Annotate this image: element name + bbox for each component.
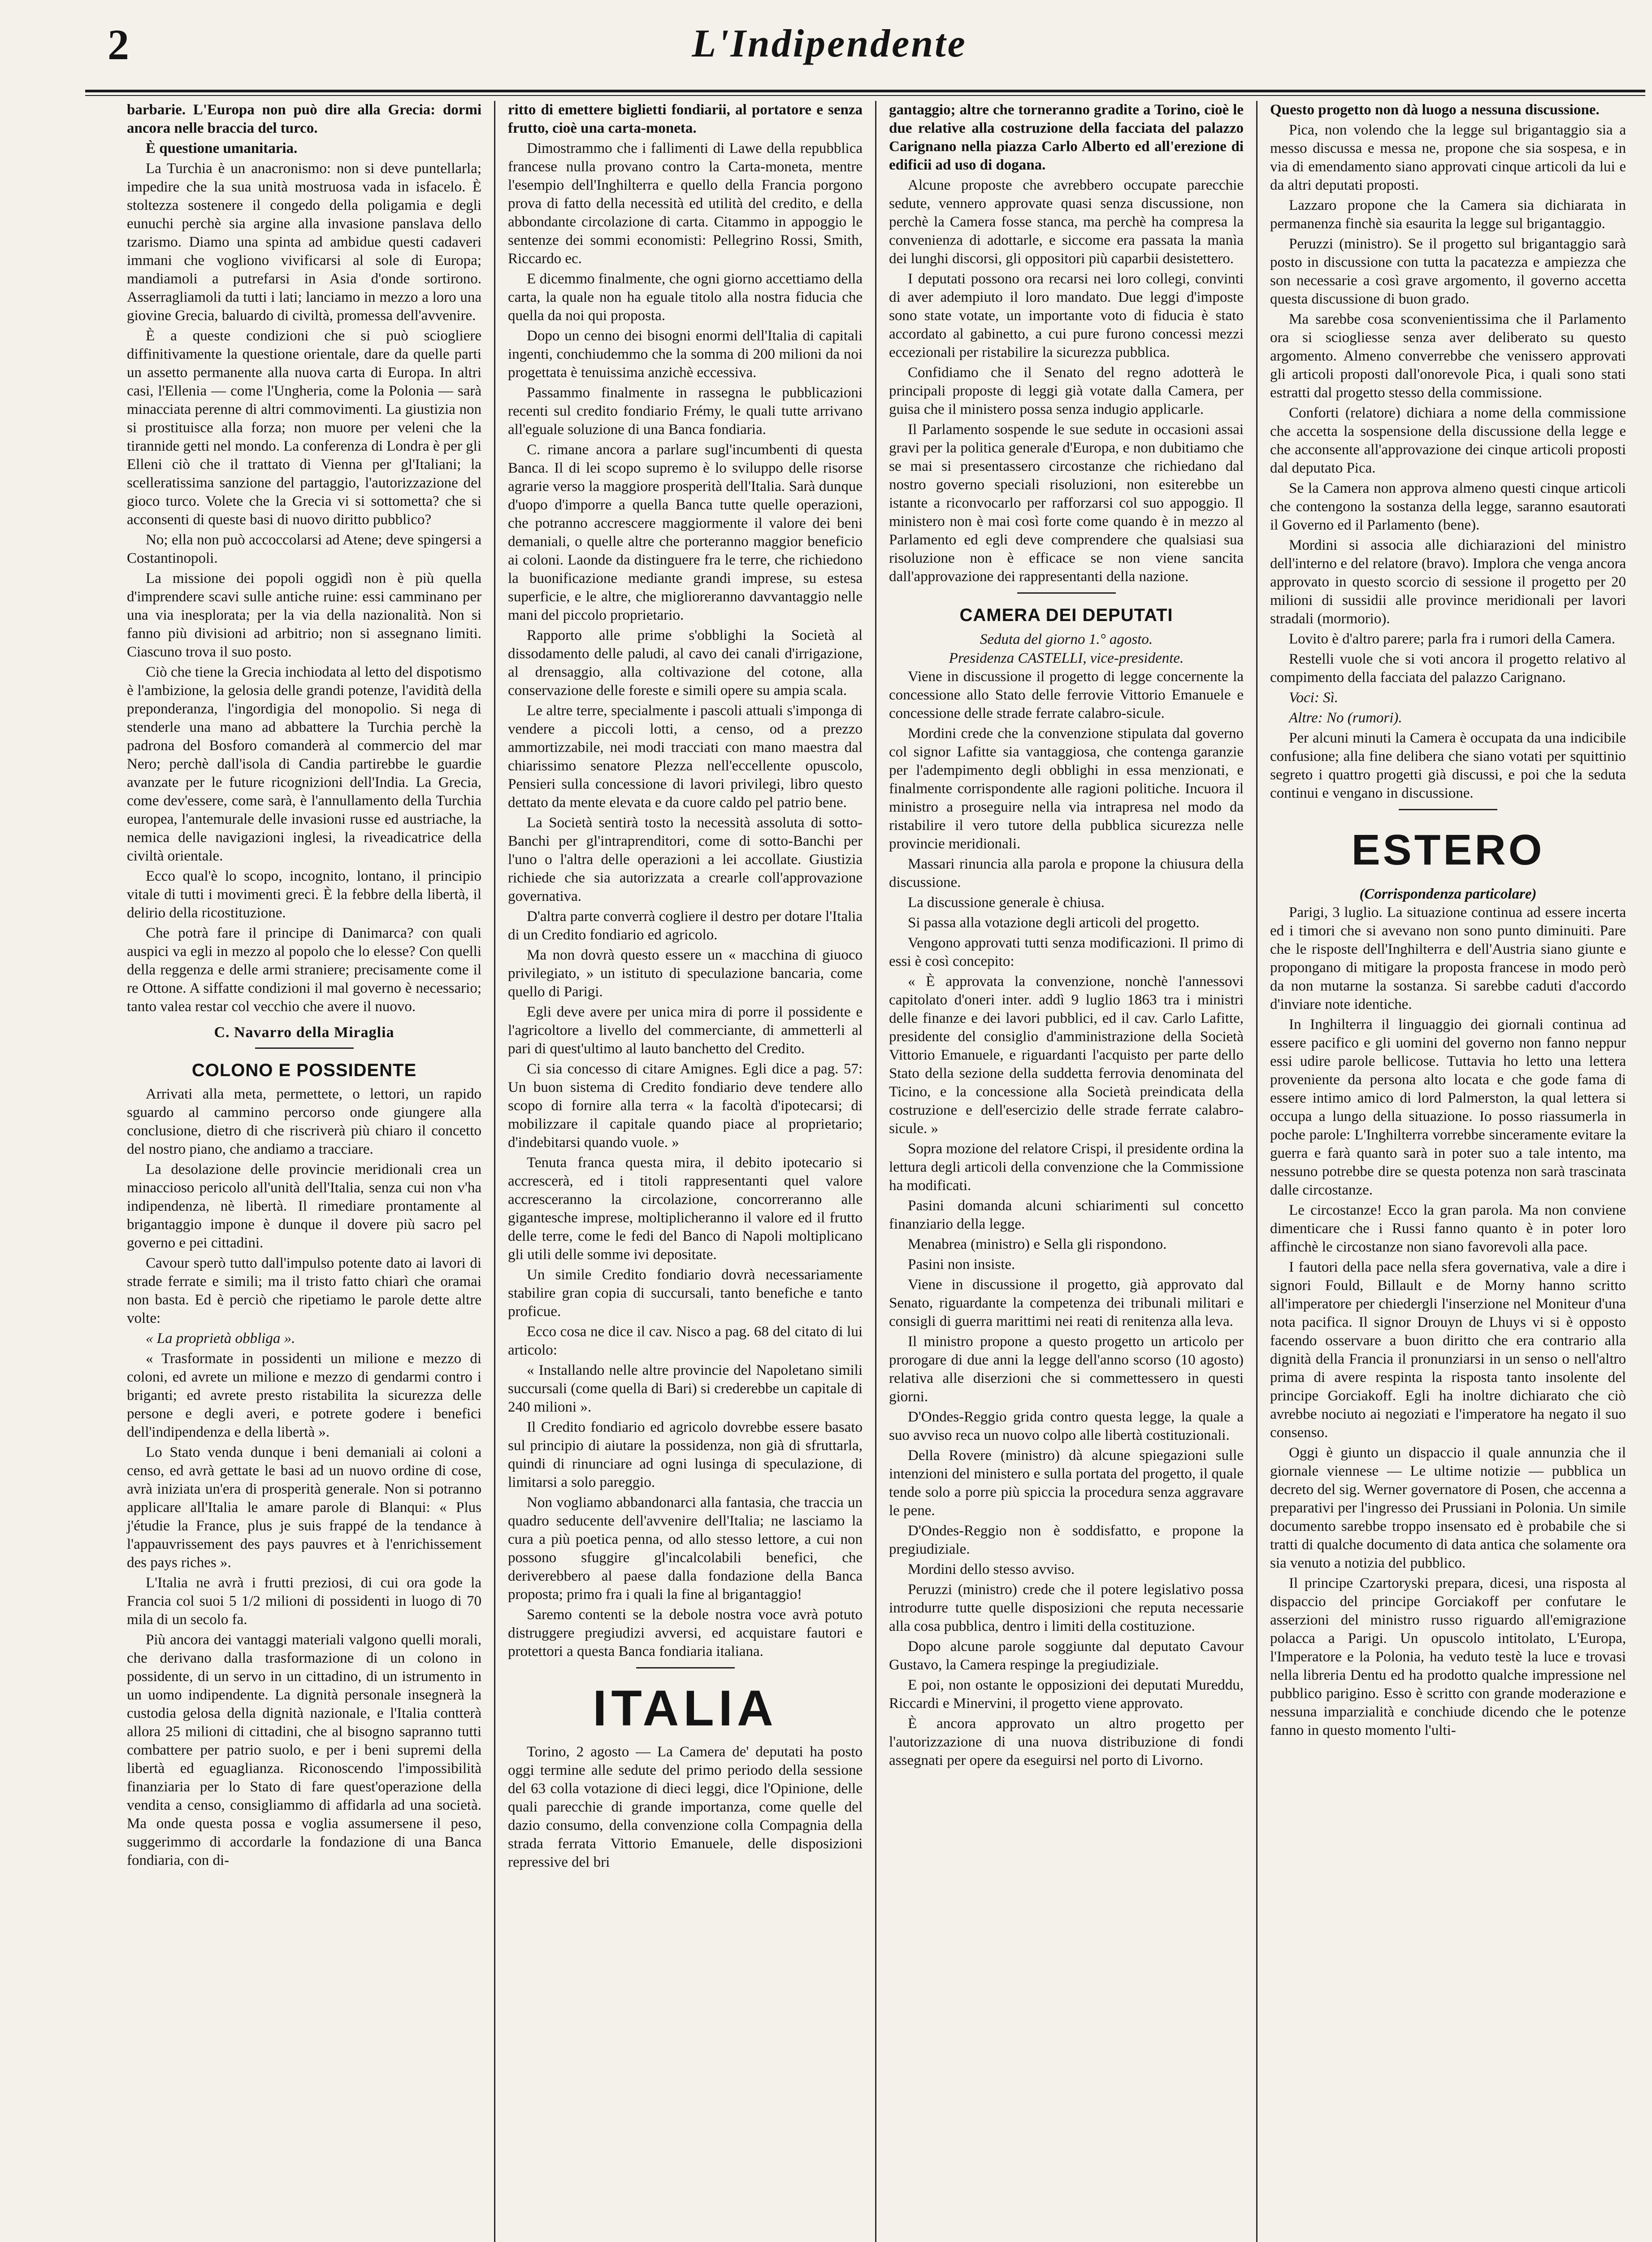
paragraph: Rapporto alle prime s'obblighi la Società al dissodamento delle paludi, al cavo dei canali d'irrigazione, al drensaggio, alla coltivazione del cotone, alla conservazione delle foreste e simili opere su ampia scala. <box>508 627 863 699</box>
section-heading-italia: ITALIA <box>593 1680 778 1736</box>
paragraph: E poi, non ostante le opposizioni dei deputati Mureddu, Riccardi e Minervini, il progetto viene approvato. <box>889 1677 1244 1712</box>
paragraph: Viene in discussione il progetto, già approvato dal Senato, riguardante la competenza dei tribunali militari e consigli di guerra marittimi nei reati di renitenza alla leva. <box>889 1277 1244 1330</box>
paragraph: Più ancora dei vantaggi materiali valgono quelli morali, che derivano dalla trasformazione di un colono in possidente, di un servo in un cittadino, di un istrumento in un uomo indipendente. La dignità personale insegnerà la custodia gelosa della dignità nazionale, e l'Italia contterà allora 25 milioni di cittadini, che al bisogno sapranno tutti combattere per patrio suolo, e per i beni supremi della libertà ed eguaglianza. Riconoscendo l'impossibilità finanziaria per lo Stato di fare quest'operazione della vendita a censo, consigliammo di affidarla ad una società. Ma onde questa possa e voglia assumersene il peso, suggerimmo di accordarle la fondazione di una Banca fondiaria, con di- <box>127 1632 481 1868</box>
paragraph: Cavour sperò tutto dall'impulso potente dato ai lavori di strade ferrate e simili; ma il tristo fatto chiarì che oramai non basta. Ed è perciò che ripetiamo le parole dette altre volte: <box>127 1255 481 1326</box>
paragraph: Che potrà fare il principe di Danimarca? con quali auspici va egli in mezzo al popolo che lo elesse? Con quelli della reggenza e delle armi straniere; precisamente come il re Ottone. A siffatte condizioni il mal governo è necessario; tanto valea restar col vecchio che avere il nuovo. <box>127 925 481 1015</box>
paragraph: La Turchia è un anacronismo: non si deve puntellarla; impedire che la sua unità mostruosa vada in isfacelo. È stoltezza sostenere il congedo della poligamia e degli eunuchi perchè sia argine alla invasione panslava dello tzarismo. Diamo una spinta ad ambidue questi cadaveri immani che vogliono vivificarsi al sole di Europa; mandiamoli a putrefarsi in Asia d'onde sortirono. Asserragliamoli da tutti i lati; lanciamo in mezzo a loro una giovine Grecia, baluardo di civiltà, promessa dell'avvenire. <box>127 161 481 324</box>
paragraph: Lovito è d'altro parere; parla fra i rumori della Camera. <box>1289 631 1615 647</box>
paper-name: L'Indipendente <box>692 22 967 65</box>
paragraph: Sopra mozione del relatore Crispi, il presidente ordina la lettura degli articoli della convenzione che la Commissione ha modificati. <box>889 1141 1244 1194</box>
paragraph: Voci: Sì. <box>1289 690 1338 706</box>
paragraph: Ciò che tiene la Grecia inchiodata al letto del dispotismo è l'ambizione, la gelosia delle grandi potenze, l'avidità della preponderanza, l'ingordigia del monopolio. Si nega di stenderle una mano ad abbattere la Turchia perchè la padrona del Bosforo comanderà al commercio del mar Nero; perchè dall'isola di Candia partirebbe le guardie avanzate per le future ricognizioni dell'India. La Grecia, come dev'essere, come sarà, è l'annullamento della Turchia europea, l'antemurale delle invasioni russe ed austriache, la nemica delle navigazioni inglesi, la riveadicatrice della civiltà orientale. <box>127 664 481 864</box>
paragraph: Ma non dovrà questo essere un « macchina di giuoco privilegiato, » un istituto di speculazione bancaria, come quello di Parigi. <box>508 947 863 1000</box>
columns <box>114 101 1639 2242</box>
paragraph: Si passa alla votazione degli articoli del progetto. <box>908 915 1200 931</box>
paragraph: Confidiamo che il Senato del regno adotterà le principali proposte di leggi già votate dalla Camera, per guisa che il ministero possa senza indugio applicarle. <box>889 365 1244 417</box>
paragraph: La Società sentirà tosto la necessità assoluta di sotto-Banchi per gl'intraprenditori, come di sotto-Banchi per l'uno o l'altra delle operazioni a lei accollate. Giustizia richiede che sia autorizzata a crearle coll'approvazione governativa. <box>508 815 863 904</box>
paragraph: Un simile Credito fondiario dovrà necessariamente stabilire gran copia di succursali, tanto benefiche e tanto proficue. <box>508 1267 863 1320</box>
paragraph: Non vogliamo abbandonarci alla fantasia, che traccia un quadro seducente dell'avvenire dell'Italia; ne lasciamo la cura a più poetica penna, od allo stesso lettore, a cui non possono sfuggire gl'incalcolabili benefici, che deriverebbero al paese dalla fondazione della Banca proposta; primo fra i quali la fine al brigantaggio! <box>508 1495 863 1603</box>
paragraph: La discussione generale è chiusa. <box>908 895 1105 911</box>
column-4 <box>1257 101 1639 2242</box>
paragraph: È questione umanitaria. <box>146 140 298 156</box>
paragraph: Pasini domanda alcuni schiarimenti sul concetto finanziario della legge. <box>889 1198 1244 1232</box>
column-2 <box>495 101 876 2242</box>
session-presidency: Presidenza CASTELLI, vice-presidente. <box>949 650 1184 666</box>
paragraph: Parigi, 3 luglio. La situazione continua ad essere incerta ed i timori che si avevano non sono punto diminuiti. Pare che le risposte dell'Inghilterra e dell'Austria siano giunte e propongano di mitigare la proposta francese in modo però da non mutarne la sostanza. Si sarebbe caduti d'accordo d'inviare note identiche. <box>1270 904 1626 1012</box>
paragraph: Passammo finalmente in rassegna le pubblicazioni recenti sul credito fondiario Frémy, le quali tutte arrivano all'eguale soluzione di una Banca fondiaria. <box>508 385 863 438</box>
paragraph: Dopo alcune parole soggiunte dal deputato Cavour Gustavo, la Camera respinge la pregiudiziale. <box>889 1638 1244 1673</box>
divider <box>636 1667 735 1668</box>
paragraph: I fautori della pace nella sfera governativa, vale a dire i signori Fould, Billault e de Morny hanno scritto all'imperatore per chiedergli l'inserzione nel Moniteur d'una nota pacifica. Il signor Drouyn de Lhuys vi si è opposto facendo osservare a buon diritto che era contrario alla dignità della Francia il pronunziarsi in un senso o nell'altro prima di avere respinta la risposta tanto insolente del principe Gorciakoff. Egli ha inoltre dichiarato che ciò avrebbe nociuto ai negoziati e l'imperatore ha negato il suo consenso. <box>1270 1259 1626 1441</box>
paragraph: Lazzaro propone che la Camera sia dichiarata in permanenza finchè sia esaurita la legge sul brigantaggio. <box>1270 197 1626 232</box>
quote: « Trasformate in possidenti un milione e mezzo di coloni, ed avrete un milione e mezzo di gendarmi contro i briganti; ed avrete presto ristabilita la sicurezza delle persone e degli averi, e potrete godere i benefici dell'indipendenza e della libertà ». <box>127 1351 481 1440</box>
article-signature: C. Navarro della Miraglia <box>214 1024 395 1041</box>
paragraph: Oggi è giunto un dispaccio il quale annunzia che il giornale viennese — Le ultime notizie — pubblica un decreto del sig. Werner governatore di Posen, che accenna a preparativi per l'ingresso dei Prussiani in Polonia. Un simile documento sarebbe troppo insensato ed è probabile che si tratti di qualche documento di data antica che solamente ora sia venuto a notizia del pubblico. <box>1270 1445 1626 1571</box>
paragraph: Pasini non insiste. <box>908 1256 1015 1273</box>
paragraph: Se la Camera non approva almeno questi cinque articoli che contengono la sostanza della legge, saranno esautorati il Governo ed il Parlamento (bene). <box>1270 480 1626 533</box>
paragraph: Dimostrammo che i fallimenti di Lawe della repubblica francese nulla provano contro la Carta-moneta, mentre l'esempio dell'Inghilterra e quello della Francia porgono prova di fatto della necessità ed utilità del credito, e della abbondante circolazione di carta. Citammo in appoggio le sentenze dei sommi economisti: Pellegrino Rossi, Smith, Riccardo ec. <box>508 140 863 267</box>
paragraph: Ma sarebbe cosa sconvenientissima che il Parlamento ora si sciogliesse senza aver deliberato su questo argomento. Almeno converrebbe che venissero approvati gli articoli proposti dall'onorevole Pica, i quali sono stati estratti dal progetto stesso della commissione. <box>1270 311 1626 401</box>
paragraph: Il Credito fondiario ed agricolo dovrebbe essere basato sul principio di aiutare la possidenza, non già di sfruttarla, quindi di rinunciare ad ogni lusinga di speculazione, di limitarsi a solo pareggio. <box>508 1419 863 1490</box>
paragraph: D'altra parte converrà cogliere il destro per dotare l'Italia di un Credito fondiario ed agricolo. <box>508 908 863 943</box>
paragraph: Massari rinuncia alla parola e propone la chiusura della discussione. <box>889 856 1244 891</box>
paragraph: Il principe Czartoryski prepara, dicesi, una risposta al dispaccio del principe Gorciakoff per confutare le asserzioni del ministro russo riguardo all'emigrazione polacca a Parigi. Un opuscolo intitolato, L'Europa, l'Imperatore e la Polonia, ha veduto testè la luce e trovasi nella libreria Dentu ed ha prodotto qualche impressione nel pubblico parigino. Esso è scritto con grande moderazione e nessuna imparzialità e conchiude dicendo che le potenze fanno in questo momento l'ulti- <box>1270 1575 1626 1738</box>
section-heading: COLONO E POSSIDENTE <box>191 1060 417 1080</box>
masthead-rule <box>85 90 1645 96</box>
paragraph: Il Parlamento sospende le sue sedute in occasioni assai gravi per la politica generale d'Europa, e non dubitiamo che se mai si presentassero circostanze che richiedano dal nostro governo speciali risoluzioni, non esiterebbe un istante a riconvocarlo per rafforzarsi col suo appoggio. Il ministero non è mai così forte come quando è in mezzo al Parlamento ed egli deve comprendere che qualsiasi sua risoluzione non è efficace se non viene sancita dall'approvazione dei rappresentanti della nazione. <box>889 421 1244 585</box>
paragraph: Mordini si associa alle dichiarazioni del ministro dell'interno e del relatore (bravo). Implora che venga ancora approvato in questo scorcio di sessione il progetto per 20 milioni di sussidii alle province meridionali per lavori stradali (mormorio). <box>1270 537 1626 627</box>
paragraph: Viene in discussione il progetto di legge concernente la concessione allo Stato delle ferrovie Vittorio Emanuele e concessione delle strade ferrate calabro-sicule. <box>889 669 1244 721</box>
paragraph: Pica, non volendo che la legge sul brigantaggio sia a messo discussa e messa ne, propone che sia sospesa, e in via di emendamento siano approvati cinque articoli da lui e da altri deputati proposti. <box>1270 122 1626 193</box>
masthead <box>76 13 1583 87</box>
paragraph: Per alcuni minuti la Camera è occupata da una indicibile confusione; alla fine delibera che siano votati per squittinio segreto i quattro progetti già discussi, e poi che la seduta continui e vengano in discussione. <box>1270 730 1626 801</box>
page-number: 2 <box>108 21 129 69</box>
paragraph: Le circostanze! Ecco la gran parola. Ma non conviene dimenticare che i Russi fanno quanto è in poter loro affinchè le circostanze non siano favorevoli alla pace. <box>1270 1202 1626 1255</box>
paragraph: In Inghilterra il linguaggio dei giornali continua ad essere pacifico e gli uomini del governo non fanno neppur essi udire parole bellicose. Tuttavia ho letto una lettera proveniente da persona alto locata e che gode fama di essere intimo amico di lord Palmerston, la qual lettera si occupa a lungo della situazione. Io posso riassumerla in poche parole: L'Inghilterra vorrebbe sinceramente evitare la guerra e farà quanto sarà in poter suo a tale intento, ma nessuno potrebbe dire se questa potenza non sarà trascinata dalle circostanze. <box>1270 1017 1626 1198</box>
paragraph: C. rimane ancora a parlare sugl'incumbenti di questa Banca. Il di lei scopo supremo è lo sviluppo delle risorse agrarie verso la maggiore prosperità dell'Italia. Sarà dunque d'uopo d'imporre a quella Banca tutte quelle operazioni, che potranno accrescere maggiormente il valore dei beni demaniali, o quelle altre che porteranno maggior beneficio ai coloni. Laonde da distinguere fra le terre, che richiedono la buonificazione mediante grandi imprese, su estesa superficie, e le altre, che miglioreranno davvantaggio nelle mani del piccolo proprietario. <box>508 442 863 623</box>
session-date: Seduta del giorno 1.° agosto. <box>980 631 1153 647</box>
quote: « È approvata la convenzione, nonchè l'annessovi capitolato d'oneri inter. addì 9 luglio 1863 tra i ministri delle finanze e dei lavori pubblici, ed il cav. Carlo Lafitte, presidente del consiglio d'amministrazione della Società Vittorio Emanuele, e riguardanti l'acquisto per parte dello Stato della sezione della suddetta ferrovia denominata del Ticino, e la concessione alla Società preindicata della costruzione e dell'esercizio delle strade ferrate calabro-sicule. » <box>889 973 1244 1137</box>
paragraph: I deputati possono ora recarsi nei loro collegi, convinti di aver adempiuto il loro mandato. Due leggi d'imposte sono state votate, un importante voto di fiducia è stato accordato al gabinetto, a cui pure furono concessi mezzi eccezionali per ristabilire la sicurezza pubblica. <box>889 271 1244 361</box>
paragraph: L'Italia ne avrà i frutti preziosi, di cui ora gode la Francia col suoi 5 1/2 milioni di possidenti in luogo di 70 mila di un secolo fa. <box>127 1575 481 1628</box>
paragraph: Della Rovere (ministro) dà alcune spiegazioni sulle intenzioni del ministero e sulla portata del progetto, il quale tende solo a porre più spiccia la procedura senza aggravare le pene. <box>889 1447 1244 1519</box>
quote: « Installando nelle altre provincie del Napoletano simili succursali (come quella di Bari) si crederebbe un capitale di 240 milioni ». <box>508 1362 863 1415</box>
paragraph: Lo Stato venda dunque i beni demaniali ai coloni a censo, ed avrà gettate le basi ad un nuovo ordine di cose, avrà iniziata un'era di prosperità generale. Non si potranno applicare all'Italia le amare parole di Blanqui: « Plus j'étudie la France, plus je suis frappé de la tendance à l'appauvrissement des pays pauvres et à l'enrichissement des pays riches ». <box>127 1444 481 1571</box>
paragraph: Saremo contenti se la debole nostra voce avrà potuto distruggere pregiudizi avversi, ed acquistare fautori e protettori a questa Banca fondiaria italiana. <box>508 1607 863 1660</box>
divider <box>1399 809 1497 810</box>
paragraph: È a queste condizioni che si può sciogliere diffinitivamente la questione orientale, dare da quelle parti un assetto permanente alla nuova carta di Europa. In altri casi, l'Ellenia — come l'Ungheria, come la Polonia — sarà minacciata perenne di altri commovimenti. La giustizia non si prostituisce alla forza; non muore per veleni che la tirannide getti nel mondo. La conferenza di Londra è per gli Elleni ciò che il trattato di Vienna per gl'Italiani; la scelleratissima sanzione del partaggio, l'autorizzazione del gioco turco. Volete che la Grecia vi si sottometta? che si acconsenti di queste basi di nuovo diritto pubblico? <box>127 328 481 528</box>
divider <box>255 1047 354 1049</box>
paragraph: Dopo un cenno dei bisogni enormi dell'Italia di capitali ingenti, conchiudemmo che la somma di 200 milioni da noi progettata è tenuissima anzichè eccessiva. <box>508 328 863 381</box>
paragraph: Altre: No (rumori). <box>1289 710 1402 726</box>
paragraph: Peruzzi (ministro). Se il progetto sul brigantaggio sarà posto in discussione con tutta la pacatezza e ampiezza che son necessarie a così grave argomento, il governo accetta questa discussione di buon grado. <box>1270 236 1626 307</box>
section-heading-estero: ESTERO <box>1351 826 1545 874</box>
column-3 <box>876 101 1257 2242</box>
paragraph: Restelli vuole che si voti ancora il progetto relativo al compimento della facciata del palazzo Carignano. <box>1270 651 1626 686</box>
paragraph: Conforti (relatore) dichiara a nome della commissione che accetta la sospensione della discussione della legge e che acconsente all'approvazione dei cinque articoli proposti dal deputato Pica. <box>1270 405 1626 476</box>
paragraph: Arrivati alla meta, permettete, o lettori, un rapido sguardo al cammino percorso onde giungere alla conclusione, dietro di che riscriverà più chiaro il concetto del nostro piano, che andiamo a tracciare. <box>127 1086 481 1157</box>
paragraph: Egli deve avere per unica mira di porre il possidente e l'agricoltore a livello del commerciante, di ammetterli al pari di quest'ultimo al lauto banchetto del Credito. <box>508 1004 863 1057</box>
paragraph: E dicemmo finalmente, che ogni giorno accettiamo della carta, la quale non ha eguale titolo alla nostra fiducia che quella da noi qui proposta. <box>508 271 863 324</box>
paragraph: Ci sia concesso di citare Amignes. Egli dice a pag. 57: Un buon sistema di Credito fondiario deve tendere allo scopo di fornire alla terra « la facoltà d'ipotecarsi; di mobilizzare il capitale quando piace al proprietario; d'indebitarsi quando vuole. » <box>508 1061 863 1151</box>
paragraph: ritto di emettere biglietti fondiarii, al portatore e senza frutto, cioè una carta-moneta. <box>508 102 863 136</box>
paragraph: Le altre terre, specialmente i pascoli attuali s'imponga di vendere a piccoli lotti, a censo, od a prezzo ammortizzabile, nei modi tracciati con mano maestra dal chiarissimo senatore Plezza nell'eccellente opuscolo, Pensieri sulla concessione di lavori privilegi, libro questo dettato da mente elevata e da cuore caldo pel patrio bene. <box>508 703 863 811</box>
paragraph: Il ministro propone a questo progetto un articolo per prorogare di due anni la legge dell'anno scorso (10 agosto) relativa alle diserzioni che si commettessero in questi giorni. <box>889 1334 1244 1405</box>
paragraph: La missione dei popoli oggidì non è più quella d'imprendere scavi sulle antiche ruine: essi camminano per una via inesplorata; per la via della nazionalità. Non si fanno più divisioni ad arbitrio; non si assegnano limiti. Ciascuno trova il suo posto. <box>127 570 481 660</box>
paragraph: Ecco cosa ne dice il cav. Nisco a pag. 68 del citato di lui articolo: <box>508 1324 863 1358</box>
paragraph: No; ella non può accoccolarsi ad Atene; deve spingersi a Costantinopoli. <box>127 532 481 566</box>
paragraph: Questo progetto non dà luogo a nessuna discussione. <box>1270 102 1600 118</box>
section-heading: CAMERA DEI DEPUTATI <box>959 605 1173 625</box>
paragraph: gantaggio; altre che torneranno gradite a Torino, cioè le due relative alla costruzione della facciata del palazzo Carignano nella piazza Carlo Alberto ed all'erezione di edificii ad uso di dogana. <box>889 102 1244 173</box>
paragraph: Menabrea (ministro) e Sella gli rispondono. <box>908 1236 1167 1252</box>
paragraph: Alcune proposte che avrebbero occupate parecchie sedute, vennero approvate quasi senza discussione, non perchè la Camera fosse stanca, ma perchè ha compresa la convenienza di adottarle, e siccome era passata la manìa dei lunghi discorsi, gli oppositori più caparbii desistettero. <box>889 177 1244 267</box>
paragraph: Peruzzi (ministro) crede che il potere legislativo possa introdurre tutte quelle disposizioni che reputa necessarie alla cosa pubblica, dentro i limiti della costituzione. <box>889 1582 1244 1634</box>
paragraph: D'Ondes-Reggio grida contro questa legge, la quale a suo avviso reca un nuovo colpo alle libertà costituzionali. <box>889 1409 1244 1443</box>
paragraph: È ancora approvato un altro progetto per l'autorizzazione di una nuova distribuzione di fondi assegnati per opere da eseguirsi nel porto di Livorno. <box>889 1716 1244 1768</box>
paragraph: barbarie. L'Europa non può dire alla Grecia: dormi ancora nelle braccia del turco. <box>127 102 481 136</box>
paragraph: Mordini dello stesso avviso. <box>908 1561 1075 1577</box>
paragraph: D'Ondes-Reggio non è soddisfatto, e propone la pregiudiziale. <box>889 1523 1244 1557</box>
paragraph: Mordini crede che la convenzione stipulata dal governo col signor Lafitte sia vantaggiosa, che contenga garanzie per l'adempimento degli obblighi in essa menzionati, e finalmente corrispondente alle ragioni politiche. Incuora il ministro a proseguire nella via intrapresa nel modo da ristabilire il vero tutore della pubblica sicurezza nelle provincie meridionali. <box>889 726 1244 852</box>
paragraph: Ecco qual'è lo scopo, incognito, lontano, il principio vitale di tutti i movimenti greci. È la febbre della libertà, il delirio della ricostituzione. <box>127 868 481 921</box>
divider <box>1017 592 1116 594</box>
correspondence-note: (Corrispondenza particolare) <box>1359 886 1537 902</box>
paragraph: Vengono approvati tutti senza modificazioni. Il primo di essi è così concepito: <box>889 935 1244 969</box>
column-1 <box>114 101 495 2242</box>
paragraph: Tenuta franca questa mira, il debito ipotecario si accrescerà, ed i titoli rappresentanti quel valore accresceranno la circolazione, concorreranno alle gigantesche imprese, moltiplicheranno il valore ed il frutto delle terre, come le fedi del Banco di Napoli moltiplicano gli utili delle somme ivi depositate. <box>508 1155 863 1263</box>
quote: « La proprietà obbliga ». <box>146 1330 295 1347</box>
paragraph: La desolazione delle provincie meridionali crea un minaccioso pericolo all'unità dell'Italia, senza cui non v'ha indipendenza, nè libertà. Il rimediare prontamente al brigantaggio impone è dunque il dovere più sacro pel governo e pei cittadini. <box>127 1161 481 1251</box>
paragraph: Torino, 2 agosto — La Camera de' deputati ha posto oggi termine alle sedute del primo periodo della sessione del 63 colla votazione di dieci leggi, dice l'Opinione, delle quali parecchie di grande importanza, come quelle del dazio consumo, della convenzione colla Compagnia della strada ferrata Vittorio Emanuele, delle disposizioni repressive del bri <box>508 1744 863 1870</box>
